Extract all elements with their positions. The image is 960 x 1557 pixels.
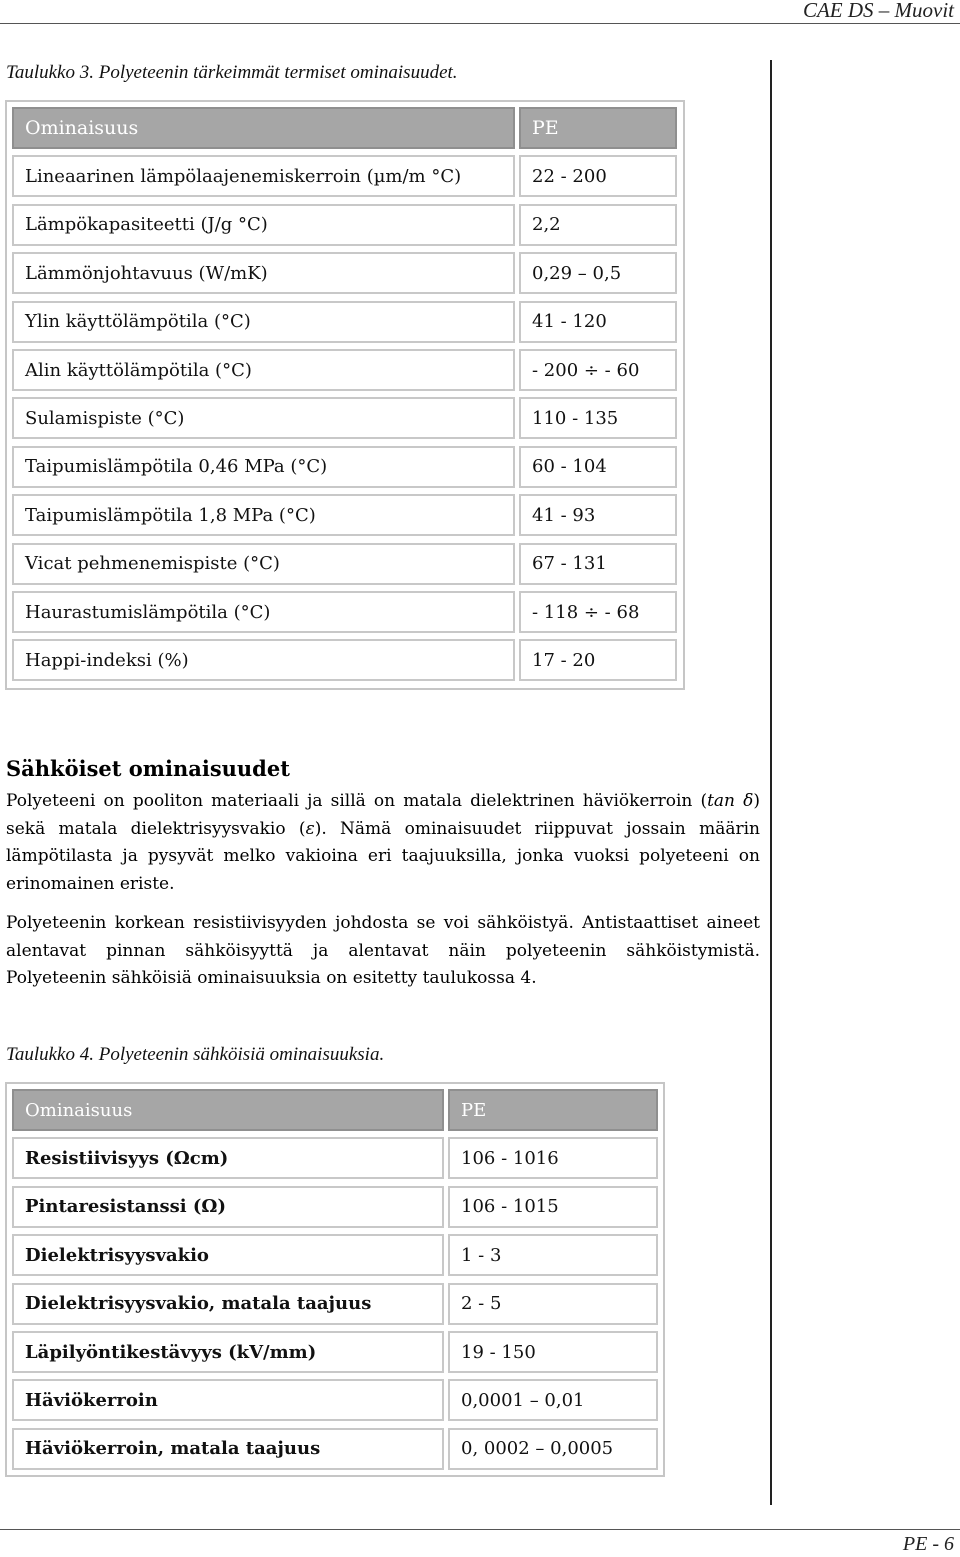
t3-value-cell: 41 - 120 [519, 301, 677, 343]
t3-property-cell: Lämmönjohtavuus (W/mK) [12, 252, 515, 294]
para-text-2: ) sekä matala dielektrisyysvakio ( [6, 791, 760, 839]
t3-property-cell: Taipumislämpötila 0,46 MPa (°C) [12, 446, 515, 488]
t4-property-cell: Häviökerroin, matala taajuus [12, 1428, 444, 1470]
t4-value-cell: 106 - 1016 [448, 1137, 658, 1179]
t4-property-cell: Häviökerroin [12, 1379, 444, 1421]
t3-header-property: Ominaisuus [12, 107, 515, 149]
t3-value-cell: 67 - 131 [519, 543, 677, 585]
epsilon-symbol: ε [305, 818, 315, 839]
section-title: Sähköiset ominaisuudet [6, 756, 290, 781]
t4-property-cell: Dielektrisyysvakio, matala taajuus [12, 1283, 444, 1325]
t3-value-cell: 110 - 135 [519, 397, 677, 439]
t4-property-cell: Dielektrisyysvakio [12, 1234, 444, 1276]
t3-property-cell: Happi-indeksi (%) [12, 639, 515, 681]
t4-value-cell: 0, 0002 – 0,0005 [448, 1428, 658, 1470]
t4-value-cell: 0,0001 – 0,01 [448, 1379, 658, 1421]
t4-value-cell: 1 - 3 [448, 1234, 658, 1276]
paragraph-dielectric [6, 788, 760, 898]
t4-value-cell: 19 - 150 [448, 1331, 658, 1373]
t3-value-cell: 0,29 – 0,5 [519, 252, 677, 294]
t4-property-cell: Pintaresistanssi (Ω) [12, 1186, 444, 1228]
t4-header-pe: PE [448, 1089, 658, 1131]
para-text-3: ). Nämä ominaisuudet riippuvat jossain määrin lämpötilasta ja pysyvät melko vakioina eri taajuuksilla, jonka vuoksi polyeteeni on erinomainen eriste. [6, 818, 760, 894]
t3-property-cell: Lineaarinen lämpölaajenemiskerroin (µm/m °C) [12, 155, 515, 197]
t4-property-cell: Läpilyöntikestävyys (kV/mm) [12, 1331, 444, 1373]
para-text-1: Polyeteeni on pooliton materiaali ja sillä on matala dielektrinen häviökerroin ( [6, 791, 708, 811]
page-number: PE - 6 [902, 1533, 954, 1555]
t3-property-cell: Haurastumislämpötila (°C) [12, 591, 515, 633]
table3-caption: Taulukko 3. Polyeteenin tärkeimmät termiset ominaisuudet. [6, 62, 458, 83]
t3-property-cell: Lämpökapasiteetti (J/g °C) [12, 204, 515, 246]
running-header: CAE DS – Muovit [802, 0, 954, 22]
t4-header-property: Ominaisuus [12, 1089, 444, 1131]
thermal-properties-table [5, 100, 685, 690]
t3-value-cell: 60 - 104 [519, 446, 677, 488]
t3-property-cell: Ylin käyttölämpötila (°C) [12, 301, 515, 343]
t3-value-cell: 41 - 93 [519, 494, 677, 536]
footer-divider [0, 1529, 960, 1530]
t4-property-cell: Resistiivisyys (Ωcm) [12, 1137, 444, 1179]
table4-caption: Taulukko 4. Polyeteenin sähköisiä ominaisuuksia. [6, 1044, 385, 1065]
t4-value-cell: 106 - 1015 [448, 1186, 658, 1228]
t3-header-pe: PE [519, 107, 677, 149]
t3-value-cell: - 118 ÷ - 68 [519, 591, 677, 633]
t3-property-cell: Alin käyttölämpötila (°C) [12, 349, 515, 391]
tan-delta-symbol: tan δ [707, 791, 754, 811]
t3-value-cell: 2,2 [519, 204, 677, 246]
paragraph-static: Polyeteenin korkean resistiivisyyden johdosta se voi sähköistyä. Antistaattiset aineet alentavat pinnan sähköisyyttä ja alentavat näin polyeteenin sähköistymistä. Polyeteenin sähköisiä ominaisuuksia on esitetty taulukossa 4. [6, 913, 760, 988]
t3-property-cell: Vicat pehmenemispiste (°C) [12, 543, 515, 585]
margin-rule [770, 60, 772, 1505]
t3-value-cell: 22 - 200 [519, 155, 677, 197]
t3-value-cell: - 200 ÷ - 60 [519, 349, 677, 391]
t3-property-cell: Taipumislämpötila 1,8 MPa (°C) [12, 494, 515, 536]
electrical-properties-table [5, 1082, 665, 1477]
t4-value-cell: 2 - 5 [448, 1283, 658, 1325]
t3-value-cell: 17 - 20 [519, 639, 677, 681]
header-divider [0, 23, 960, 24]
t3-property-cell: Sulamispiste (°C) [12, 397, 515, 439]
